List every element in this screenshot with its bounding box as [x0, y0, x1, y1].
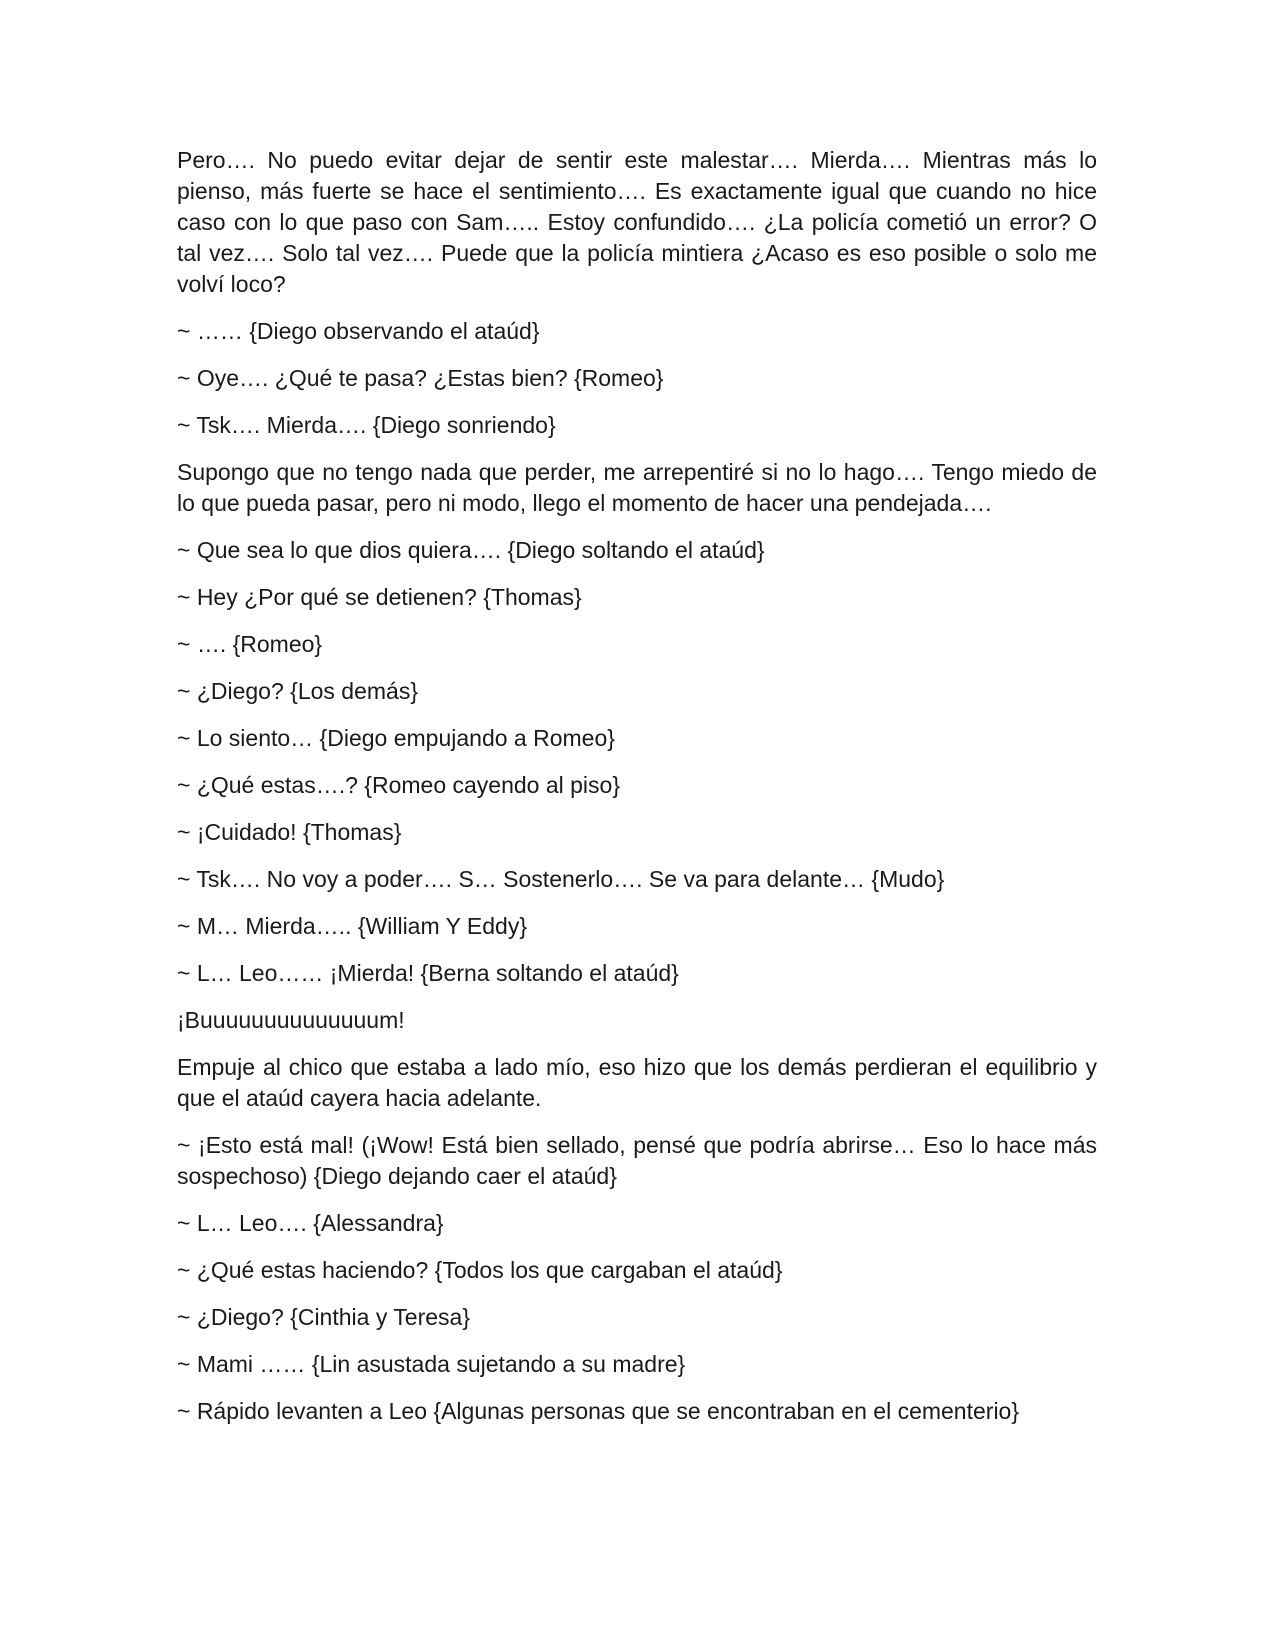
- dialogue-line: ~ …… {Diego observando el ataúd}: [177, 318, 540, 344]
- dialogue-line: ~ ¿Qué estas….? {Romeo cayendo al piso}: [177, 772, 621, 798]
- dialogue-line: ~ Tsk…. No voy a poder…. S… Sostenerlo…. Se va para delante… {Mudo}: [177, 866, 945, 892]
- dialogue-line: ~ Mami …… {Lin asustada sujetando a su madre}: [177, 1351, 686, 1377]
- dialogue-line: ~ Rápido levanten a Leo {Algunas personas que se encontraban en el cementerio}: [177, 1398, 1020, 1424]
- dialogue-line: ~ ¿Qué estas haciendo? {Todos los que cargaban el ataúd}: [177, 1257, 783, 1283]
- dialogue-line: ~ …. {Romeo}: [177, 631, 323, 657]
- dialogue-line: ~ Oye…. ¿Qué te pasa? ¿Estas bien? {Romeo}: [177, 365, 664, 391]
- document-body: [177, 145, 1097, 1443]
- dialogue-line: ~ L… Leo…. {Alessandra}: [177, 1210, 444, 1236]
- dialogue-line: ~ Que sea lo que dios quiera…. {Diego soltando el ataúd}: [177, 537, 765, 563]
- dialogue-line: ~ L… Leo…… ¡Mierda! {Berna soltando el ataúd}: [177, 960, 679, 986]
- dialogue-line: ~ ¡Cuidado! {Thomas}: [177, 819, 402, 845]
- dialogue-line: ~ Hey ¿Por qué se detienen? {Thomas}: [177, 584, 582, 610]
- narration-paragraph: Supongo que no tengo nada que perder, me arrepentiré si no lo hago…. Tengo miedo de lo que pueda pasar, pero ni modo, llego el momento de hacer una pendejada….: [177, 459, 1097, 516]
- dialogue-line: ~ Tsk…. Mierda…. {Diego sonriendo}: [177, 412, 556, 438]
- sound-effect-line: ¡Buuuuuuuuuuuuuum!: [177, 1007, 405, 1033]
- narration-paragraph: Pero…. No puedo evitar dejar de sentir este malestar…. Mierda…. Mientras más lo pienso, más fuerte se hace el sentimiento…. Es exactamente igual que cuando no hice caso con lo que paso con Sam….. Estoy confundido…. ¿La policía cometió un error? O tal vez…. Solo tal vez…. Puede que la policía mintiera ¿Acaso es eso posible o solo me volví loco?: [177, 147, 1097, 297]
- dialogue-line: ~ Lo siento… {Diego empujando a Romeo}: [177, 725, 615, 751]
- dialogue-line: ~ ¡Esto está mal! (¡Wow! Está bien sellado, pensé que podría abrirse… Eso lo hace más sospechoso) {Diego dejando caer el ataúd}: [177, 1132, 1097, 1189]
- dialogue-line: ~ ¿Diego? {Cinthia y Teresa}: [177, 1304, 471, 1330]
- dialogue-line: ~ ¿Diego? {Los demás}: [177, 678, 419, 704]
- dialogue-line: ~ M… Mierda….. {William Y Eddy}: [177, 913, 528, 939]
- narration-paragraph: Empuje al chico que estaba a lado mío, eso hizo que los demás perdieran el equilibrio y que el ataúd cayera hacia adelante.: [177, 1054, 1097, 1111]
